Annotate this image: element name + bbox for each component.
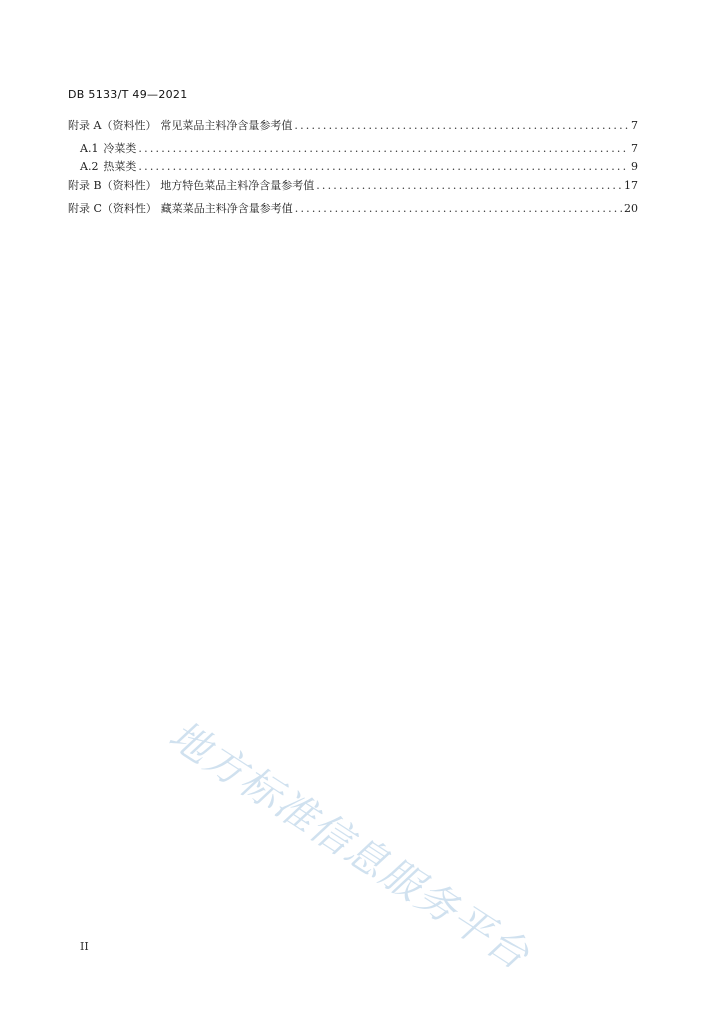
toc-entry-a1[interactable] xyxy=(68,140,638,158)
toc-entry-prefix: A.1 xyxy=(80,142,99,155)
toc-entry-page: 9 xyxy=(631,160,638,173)
toc-entry-prefix: A.2 xyxy=(80,160,99,173)
document-code: DB 5133/T 49—2021 xyxy=(68,88,188,101)
toc-entry-title: 地方特色菜品主料净含量参考值 xyxy=(160,179,315,192)
dot-leader xyxy=(138,142,629,155)
toc-entry-title: 热菜类 xyxy=(103,160,137,173)
toc-entry-prefix: 附录 A（资料性） xyxy=(68,119,157,132)
page-number: II xyxy=(80,940,89,953)
toc-entry-page: 7 xyxy=(631,119,638,132)
toc-entry-appendix-a[interactable] xyxy=(68,117,638,140)
toc-entry-a2[interactable] xyxy=(68,158,638,176)
toc-entry-prefix: 附录 C（资料性） xyxy=(68,202,157,215)
toc-entry-title: 常见菜品主料净含量参考值 xyxy=(160,119,293,132)
table-of-contents xyxy=(68,117,638,223)
watermark: 地方标准信息服务平台 xyxy=(160,712,538,980)
toc-entry-page: 7 xyxy=(631,142,638,155)
toc-entry-page: 20 xyxy=(624,202,638,215)
toc-entry-title: 藏菜菜品主料净含量参考值 xyxy=(160,202,293,215)
dot-leader xyxy=(295,202,622,215)
toc-entry-prefix: 附录 B（资料性） xyxy=(68,179,157,192)
toc-entry-title: 冷菜类 xyxy=(103,142,137,155)
toc-entry-appendix-b[interactable] xyxy=(68,177,638,200)
toc-entry-page: 17 xyxy=(624,179,638,192)
dot-leader xyxy=(294,119,629,132)
toc-entry-appendix-c[interactable] xyxy=(68,200,638,223)
dot-leader xyxy=(316,179,622,192)
dot-leader xyxy=(138,160,629,173)
